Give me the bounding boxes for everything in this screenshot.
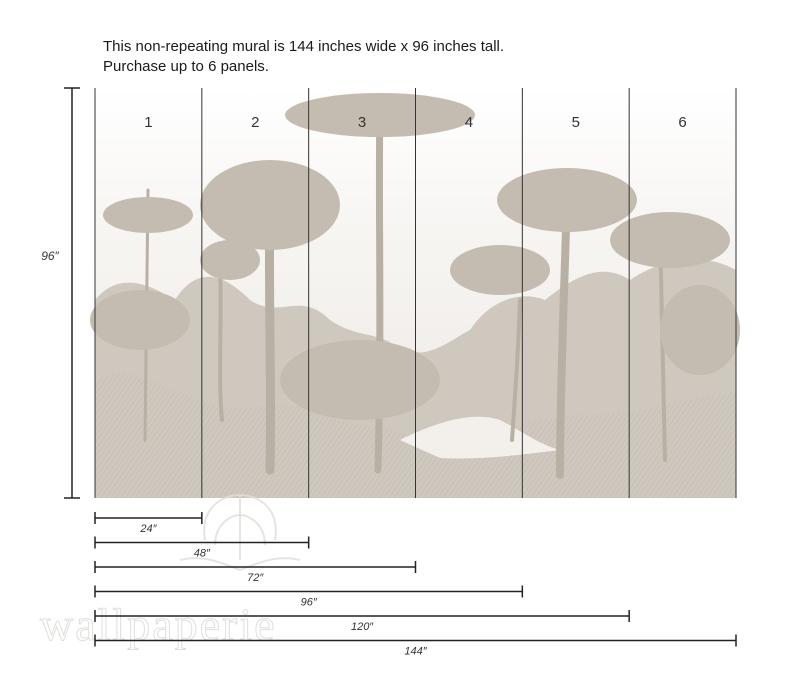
height-dimension <box>64 88 80 498</box>
width-dimension-24 <box>95 512 202 535</box>
width-dimension-label-96: 96″ <box>300 596 317 609</box>
watermark-text: wallpaperie <box>40 599 277 650</box>
width-dimension-48 <box>95 537 309 560</box>
height-label: 96″ <box>41 249 59 263</box>
width-dimension-label-48: 48″ <box>193 547 210 560</box>
panel-number-4: 4 <box>464 114 474 131</box>
panel-number-1: 1 <box>144 114 153 131</box>
width-dimension-label-24: 24″ <box>140 523 157 535</box>
panel-number-6: 6 <box>678 114 687 131</box>
width-dimension-label-72: 72″ <box>247 572 264 584</box>
panel-number-3: 3 <box>357 114 367 131</box>
width-dimension-label-120: 120″ <box>350 621 374 633</box>
width-dimension-label-144: 144″ <box>404 645 427 658</box>
description-line-2: Purchase up to 6 panels. <box>103 58 269 75</box>
description-line-1: This non-repeating mural is 144 inches wide x 96 inches tall. <box>103 38 505 55</box>
panel-number-5: 5 <box>571 114 580 131</box>
panel-number-2: 2 <box>251 114 260 131</box>
